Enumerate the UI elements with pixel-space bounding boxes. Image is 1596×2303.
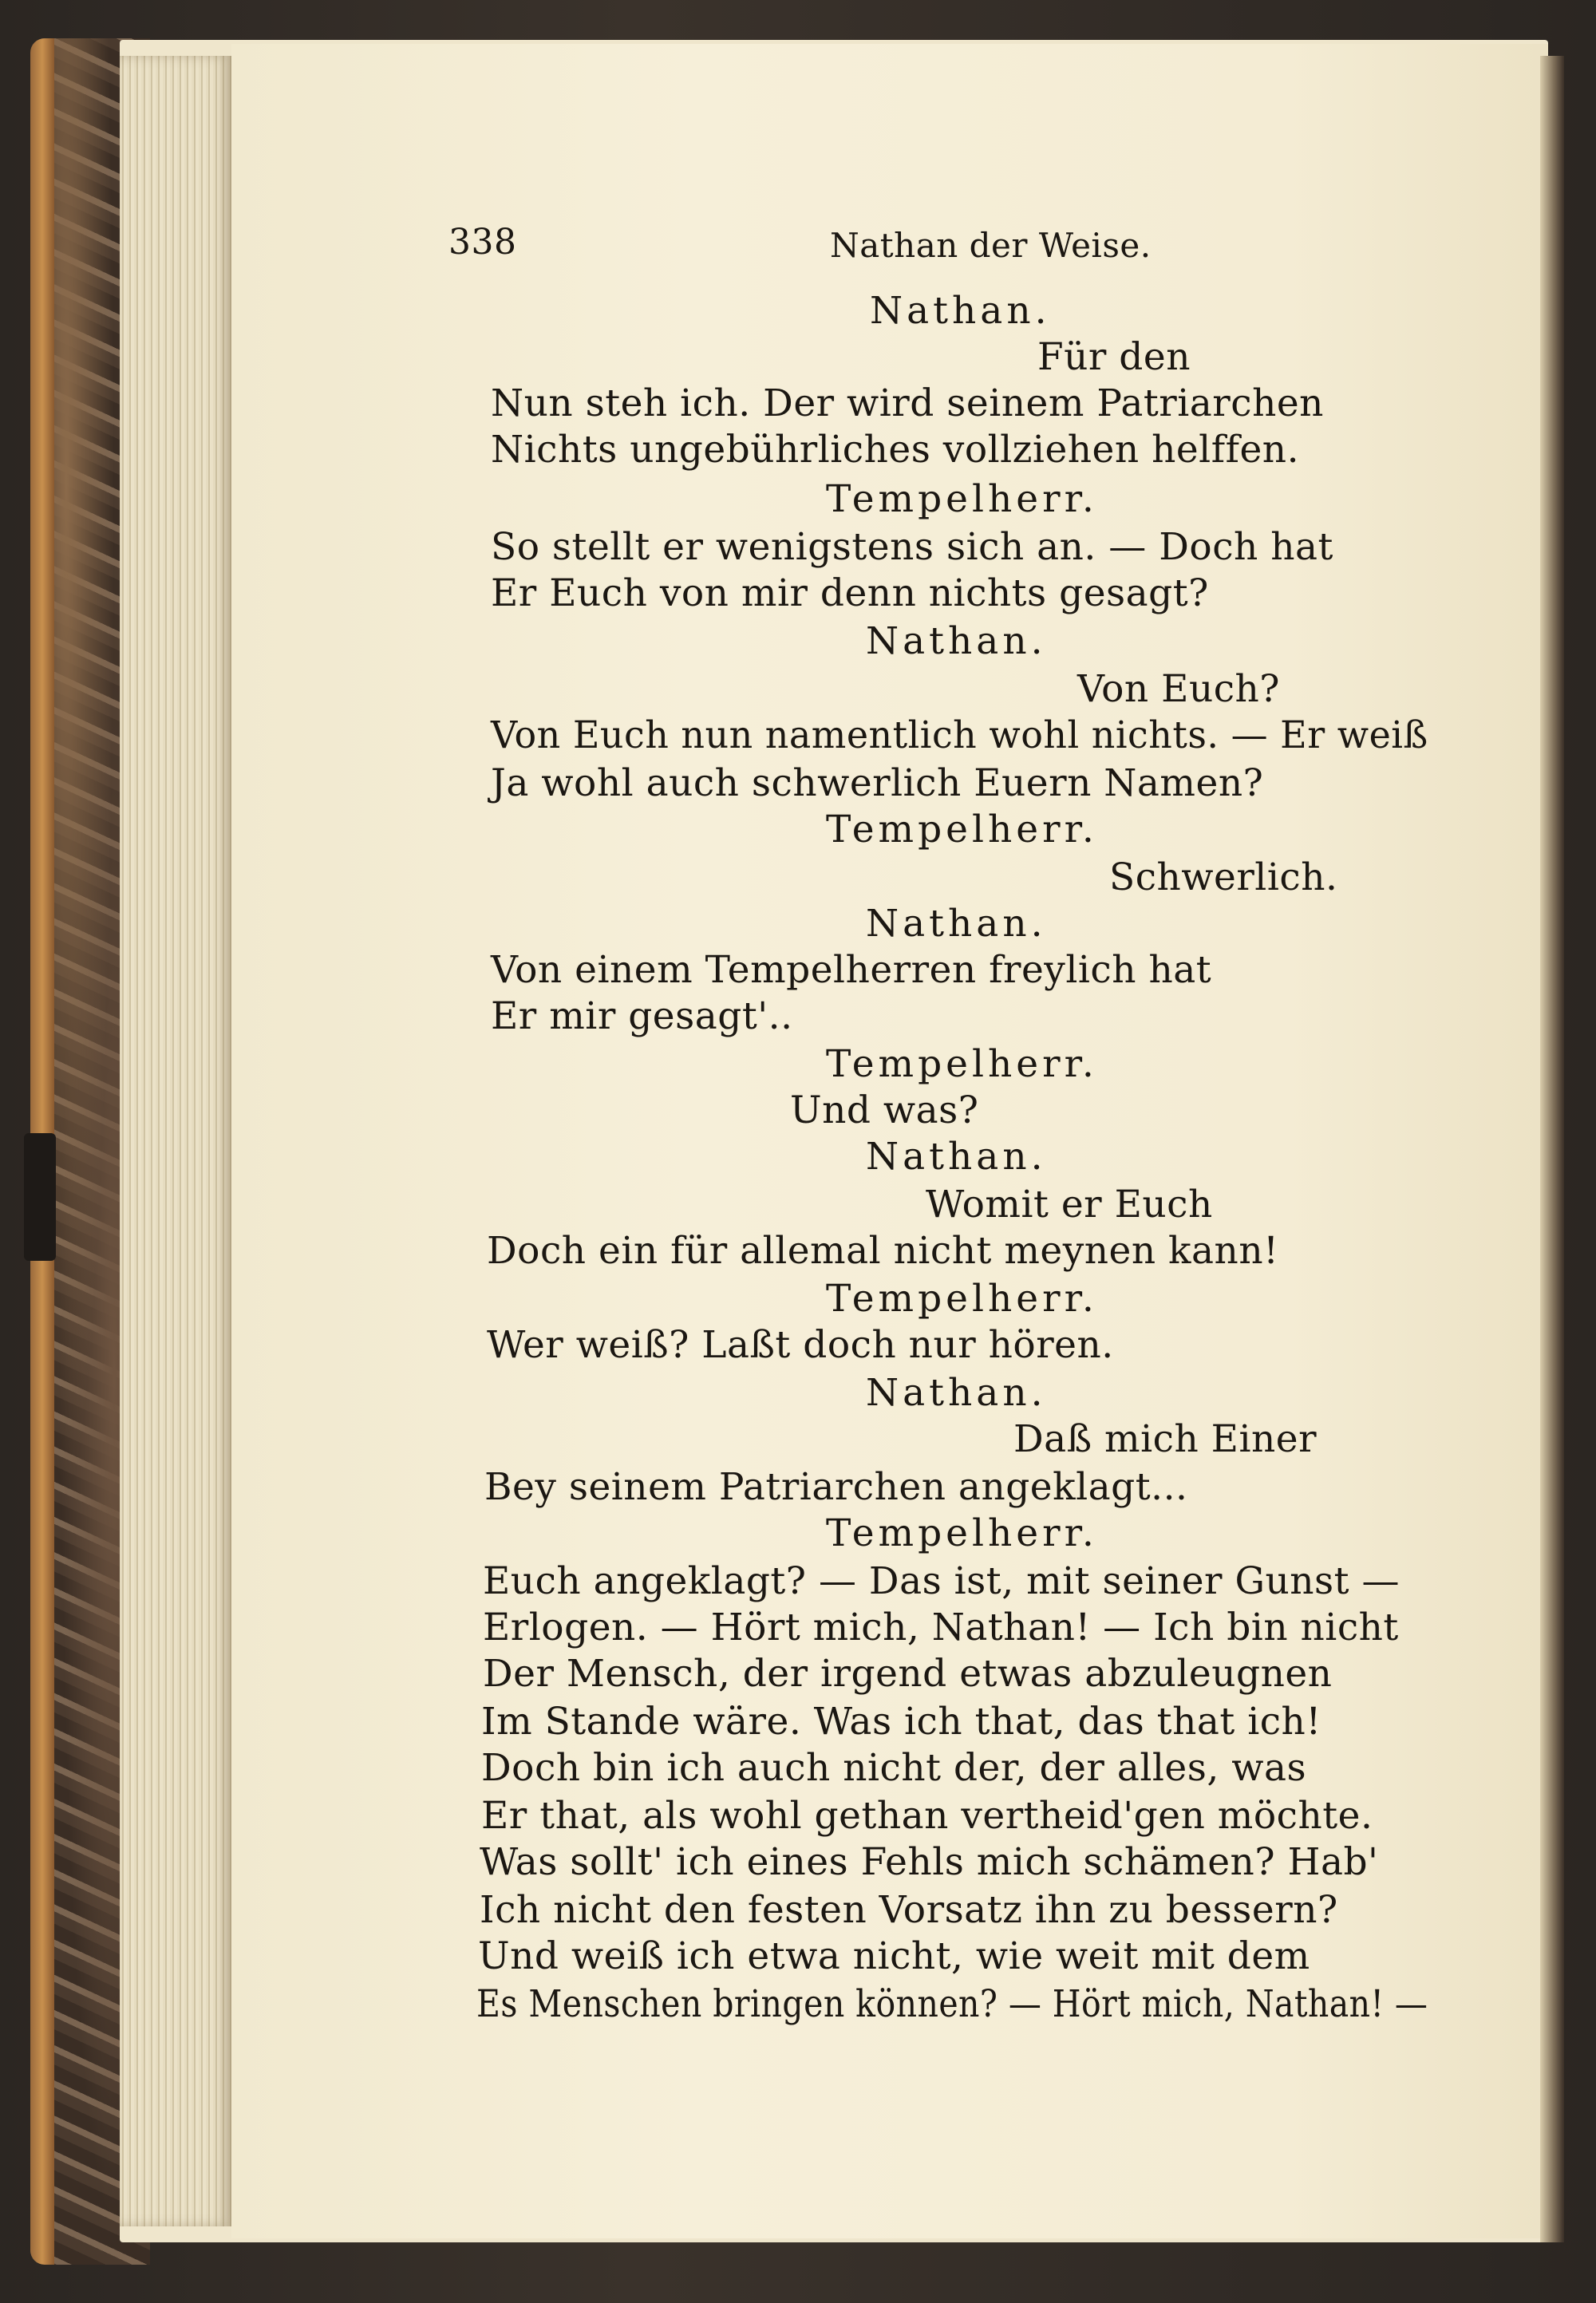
speaker-label: Nathan. <box>866 1371 1047 1415</box>
verse-line: Er that, als wohl gethan vertheid'gen möchte. <box>481 1794 1373 1838</box>
verse-line: Nun steh ich. Der wird seinem Patriarchen <box>491 381 1324 425</box>
verse-line: Er mir gesagt'.. <box>491 994 793 1038</box>
speaker-label: Nathan. <box>866 619 1047 663</box>
speaker-label: Tempelherr. <box>826 1042 1098 1086</box>
speaker-label: Tempelherr. <box>826 1277 1098 1321</box>
speaker-label: Nathan. <box>866 1135 1047 1179</box>
verse-line: Bey seinem Patriarchen angeklagt... <box>484 1465 1188 1509</box>
verse-line: Ja wohl auch schwerlich Euern Namen? <box>491 761 1264 805</box>
verse-line: Doch bin ich auch nicht der, der alles, was <box>481 1746 1307 1790</box>
verse-line: Für den <box>1037 335 1191 379</box>
verse-line: Schwerlich. <box>1109 855 1338 899</box>
verse-line: Es Menschen bringen können? — Hört mich, Nathan! — <box>476 1982 1428 2026</box>
verse-line: So stellt er wenigstens sich an. — Doch hat <box>491 525 1333 569</box>
speaker-label: Tempelherr. <box>826 1511 1098 1555</box>
verse-line: Er Euch von mir denn nichts gesagt? <box>491 571 1209 615</box>
verse-line: Und was? <box>790 1088 979 1132</box>
verse-line: Doch ein für allemal nicht meynen kann! <box>487 1229 1279 1273</box>
verse-line: Der Mensch, der irgend etwas abzuleugnen <box>483 1652 1333 1696</box>
verse-line: Von Euch nun namentlich wohl nichts. — Er weiß <box>491 713 1428 757</box>
verse-line: Von einem Tempelherren freylich hat <box>491 948 1212 992</box>
verse-line: Womit er Euch <box>926 1183 1213 1227</box>
verse-line: Erlogen. — Hört mich, Nathan! — Ich bin nicht <box>483 1606 1399 1649</box>
verse-line: Ich nicht den festen Vorsatz ihn zu bessern? <box>480 1888 1338 1932</box>
verse-line: Und weiß ich etwa nicht, wie weit mit dem <box>478 1934 1310 1978</box>
speaker-label: Tempelherr. <box>826 477 1098 521</box>
verse-line: Von Euch? <box>1077 667 1281 711</box>
verse-line: Wer weiß? Laßt doch nur hören. <box>487 1323 1114 1367</box>
running-title: Nathan der Weise. <box>830 226 1152 265</box>
verse-line: Was sollt' ich eines Fehls mich schämen? Hab' <box>480 1840 1379 1884</box>
verse-line: Im Stande wäre. Was ich that, das that ich! <box>481 1700 1321 1744</box>
speaker-label: Nathan. <box>866 902 1047 946</box>
verse-line: Nichts ungebührliches vollziehen helffen. <box>491 428 1300 472</box>
verse-line: Euch angeklagt? — Das ist, mit seiner Gunst — <box>483 1559 1400 1603</box>
speaker-label: Nathan. <box>870 289 1051 333</box>
verse-line: Daß mich Einer <box>1013 1417 1317 1461</box>
page-number: 338 <box>448 222 517 263</box>
speaker-label: Tempelherr. <box>826 808 1098 851</box>
